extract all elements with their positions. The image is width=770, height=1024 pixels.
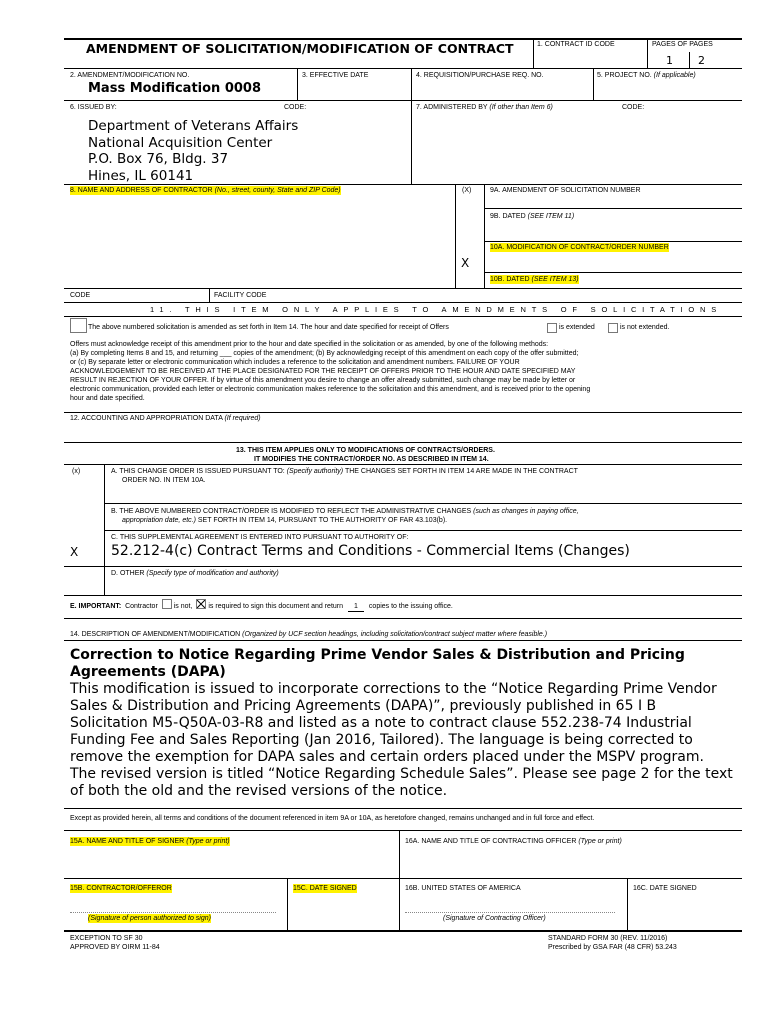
effective-date-label: 3. EFFECTIVE DATE (302, 72, 369, 79)
contractor-date-signed-label: 15C. DATE SIGNED (293, 885, 357, 892)
contractor-code-label: CODE (70, 292, 91, 299)
officer-date-signed-label: 16C. DATE SIGNED (633, 885, 697, 892)
officer-signature-line[interactable] (405, 912, 615, 913)
officer-signature-caption: (Signature of Contracting Officer) (443, 915, 546, 922)
item-11-instructions: Offers must acknowledge receipt of this amendment prior to the hour and date specified in the solicitation or as amended, by one of the following methods: (a) By completing Items 8 and 15, and returning ___ copies of the amendment; (b) By acknowledging receipt of this amendment on each copy of the offer submitted; or (c) By separate letter or electronic communication which includes a reference to the solicitation and amendment numbers. FAILURE OF YOUR ACKNOWLEDGEMENT TO BE RECEIVED AT THE PLACE DESIGNATED FOR THE RECEIPT OF OFFERS PRIOR TO THE HOUR AND DATE SPECIFIED MAY RESULT IN REJECTION OF YOUR OFFER. If by virtue of this amendment you desire to change an offer already submitted, such change may be made by letter or electronic communication, provided each letter or electronic communication makes reference to the solicitation and this amendment, and is received prior to the opening hour and date specified. (70, 341, 591, 402)
item-14-label: 14. DESCRIPTION OF AMENDMENT/MODIFICATION (Organized by UCF section headings, including solicitation/contract subject matter where feasible.) (70, 631, 548, 638)
item-13-heading-2: IT MODIFIES THE CONTRACT/ORDER NO. AS DESCRIBED IN ITEM 14. (254, 456, 489, 463)
officer-name-label: 16A. NAME AND TITLE OF CONTRACTING OFFICER (Type or print) (405, 838, 622, 845)
item-13c-mark: X (70, 545, 79, 559)
is-not-checkbox[interactable] (162, 599, 172, 609)
footer-left: EXCEPTION TO SF 30 APPROVED BY OIRM 11-84 (70, 935, 160, 951)
issued-code-label: CODE: (284, 104, 307, 111)
item-13-heading-1: 13. THIS ITEM APPLIES ONLY TO MODIFICATIONS OF CONTRACTS/ORDERS. (236, 447, 495, 454)
page-number: 1 (666, 54, 673, 67)
extended-label: is extended (559, 324, 595, 331)
requisition-label: 4. REQUISITION/PURCHASE REQ. NO. (416, 72, 544, 79)
item-10b-label: 10B. DATED (SEE ITEM 13) (490, 276, 579, 283)
except-statement: Except as provided herein, all terms and conditions of the document referenced in item 9A or 10A, as heretofore changed, remains unchanged and in full force and effect. (70, 815, 595, 822)
amendment-no-label: 2. AMENDMENT/MODIFICATION NO. (70, 72, 190, 79)
amendment-no-value: Mass Modification 0008 (88, 81, 262, 96)
copies-count: 1 (348, 602, 364, 612)
contract-id-label: 1. CONTRACT ID CODE (537, 41, 615, 48)
project-no-label: 5. PROJECT NO. (If applicable) (597, 72, 696, 79)
item-13c-label: C. THIS SUPPLEMENTAL AGREEMENT IS ENTERED INTO PURSUANT TO AUTHORITY OF: (111, 534, 409, 541)
usa-label: 16B. UNITED STATES OF AMERICA (405, 885, 521, 892)
footer-right: STANDARD FORM 30 (REV. 11/2016) Prescribed by GSA FAR (48 CFR) 53.243 (548, 935, 677, 951)
administered-code-label: CODE: (622, 104, 645, 111)
signer-name-label: 15A. NAME AND TITLE OF SIGNER (Type or print) (70, 838, 230, 845)
contractor-label: 8. NAME AND ADDRESS OF CONTRACTOR (No., street, county, State and ZIP Code) (70, 187, 341, 194)
administered-by-label: 7. ADMINISTERED BY (If other than Item 6) (416, 104, 553, 111)
pages-label: PAGES OF PAGES (652, 41, 713, 48)
item-12-label: 12. ACCOUNTING AND APPROPRIATION DATA (If required) (70, 415, 261, 422)
form-title: AMENDMENT OF SOLICITATION/MODIFICATION OF CONTRACT (86, 41, 514, 56)
item-11-heading: 11. THIS ITEM ONLY APPLIES TO AMENDMENTS OF SOLICITATIONS (150, 305, 723, 314)
contractor-signature-caption: (Signature of person authorized to sign) (88, 915, 211, 922)
is-required-checkbox-checked[interactable] (196, 599, 206, 609)
item-10a-label: 10A. MODIFICATION OF CONTRACT/ORDER NUMBER (490, 244, 669, 251)
item-9b-label: 9B. DATED (SEE ITEM 11) (490, 213, 575, 220)
extended-checkbox[interactable] (547, 323, 557, 333)
modification-body: This modification is issued to incorporate corrections to the “Notice Regarding Prime Vendor Sales & Distribution and Pricing Agreements (DAPA)”, previously published in 65 I B Solicitation M5-Q50A-03-R8 and listed as a note to contract clause 552.238-74 Industrial Funding Fee and Sales Reporting (Jan 2016, Tailored). The language is being corrected to remove the exemption for DAPA sales and certain orders placed under the MSPV program. The revised version is titled “Notice Regarding Schedule Sales”. Please see page 2 for the text of both the old and the revised versions of the notice. (70, 681, 733, 799)
contractor-signature-line[interactable] (70, 912, 276, 913)
item-9a-label: 9A. AMENDMENT OF SOLICITATION NUMBER (490, 187, 641, 194)
issued-by-label: 6. ISSUED BY: (70, 104, 117, 111)
item-10-mark: X (461, 256, 470, 270)
item-13d-label: D. OTHER (Specify type of modification and authority) (111, 570, 279, 577)
issuer-address: Department of Veterans Affairs National Acquisition Center P.O. Box 76, Bldg. 37 Hines, IL 60141 (88, 118, 299, 184)
item-13b: B. THE ABOVE NUMBERED CONTRACT/ORDER IS MODIFIED TO REFLECT THE ADMINISTRATIVE CHANGES (such as changes in paying office, appropriation date, etc.) SET FORTH IN ITEM 14, PURSUANT TO THE AUTHORITY OF FAR 43.103(b). (111, 508, 579, 524)
item-13a: A. THIS CHANGE ORDER IS ISSUED PURSUANT TO: (Specify authority) THE CHANGES SET FORTH IN ITEM 14 ARE MADE IN THE CONTRACT ORDER NO. IN ITEM 10A. (111, 468, 578, 484)
checkmark-x-icon (197, 600, 205, 608)
item-13-x-column: (x) (72, 468, 81, 475)
modification-title: Correction to Notice Regarding Prime Vendor Sales & Distribution and Pricing Agreements (DAPA) (70, 647, 685, 680)
contractor-offeror-label: 15B. CONTRACTOR/OFFEROR (70, 885, 172, 892)
important-line: E. IMPORTANT: Contractor is not, is required to sign this document and return 1 copies to the issuing office. (70, 599, 453, 612)
item-11-checkbox[interactable] (70, 318, 87, 333)
not-extended-checkbox[interactable] (608, 323, 618, 333)
x-column-label: (X) (462, 187, 472, 194)
page-count: 2 (698, 54, 705, 67)
item-11-sentence: The above numbered solicitation is amended as set forth in Item 14. The hour and date specified for receipt of Offers (88, 324, 449, 331)
not-extended-label: is not extended. (620, 324, 670, 331)
item-13c-authority: 52.212-4(c) Contract Terms and Conditions - Commercial Items (Changes) (111, 543, 630, 559)
facility-code-label: FACILITY CODE (214, 292, 267, 299)
